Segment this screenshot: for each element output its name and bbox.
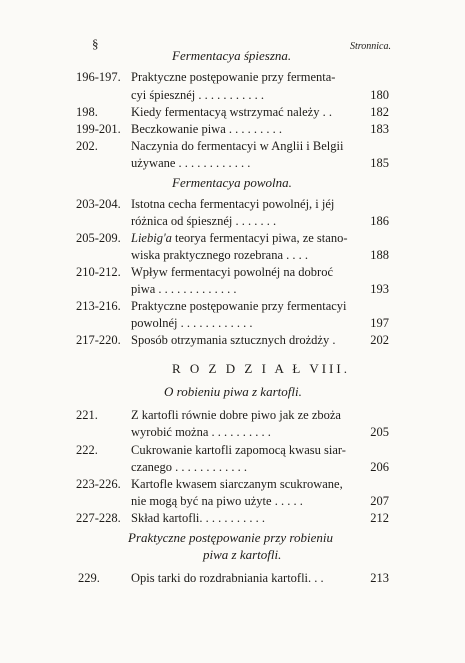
entry-text: Z kartofli równie dobre piwo jak ze zboża: [131, 408, 341, 422]
entry-text: Sposób otrzymania sztucznych drożdży .: [131, 333, 336, 347]
entry-page: 205: [370, 425, 389, 439]
entry-page: 185: [370, 156, 389, 170]
author-name: Liebig'a: [131, 231, 172, 245]
entry-page: 202: [370, 333, 389, 347]
entry-text: Opis tarki do rozdrabniania kartofli. . .: [131, 571, 324, 585]
entry-text: Naczynia do fermentacyi w Anglii i Belgii: [131, 139, 344, 153]
entry-page: 206: [370, 460, 389, 474]
entry-number: 222.: [76, 443, 98, 457]
entry-page: 183: [370, 122, 389, 136]
entry-text: Cukrowanie kartofli zapomocą kwasu siar-: [131, 443, 346, 457]
entry-page: 182: [370, 105, 389, 119]
entry-text: nie mogą być na piwo użyte . . . . .: [131, 494, 303, 508]
entry-text-rest: teorya fermentacyi piwa, ze stano-: [175, 231, 348, 245]
entry-text: wiska praktycznego rozebrana . . . .: [131, 248, 309, 262]
entry-text: Praktyczne postępowanie przy fermentacyi: [131, 299, 347, 313]
chapter-title: R O Z D Z I A Ł VIII.: [172, 361, 350, 376]
entry-page: 207: [370, 494, 389, 508]
entry-number: 217-220.: [76, 333, 121, 347]
entry-page: 180: [370, 88, 389, 102]
page-column-label: Stronnica.: [349, 41, 391, 52]
entry-text: czanego . . . . . . . . . . . .: [131, 460, 247, 474]
entry-page: 213: [370, 571, 389, 585]
entry-page: 193: [370, 282, 389, 296]
entry-number: 229.: [78, 571, 100, 585]
entry-number: 203-204.: [76, 197, 121, 211]
subsection-heading-cont: piwa z kartofli.: [203, 547, 282, 562]
section-mark: §: [92, 36, 99, 51]
entry-text: różnica od śpiesznéj . . . . . . .: [131, 214, 277, 228]
entry-number: 210-212.: [76, 265, 121, 279]
entry-text: powolnéj . . . . . . . . . . . .: [131, 316, 253, 330]
entry-text: Praktyczne postępowanie przy fermenta-: [131, 70, 336, 84]
entry-text: [131, 231, 363, 246]
entry-text: Wpływ fermentacyi powolnéj na dobroć: [131, 265, 334, 279]
entry-number: 205-209.: [76, 231, 121, 245]
entry-number: 223-226.: [76, 477, 121, 491]
entry-text: Kiedy fermentacyą wstrzymać należy . .: [131, 105, 332, 119]
entry-text: używane . . . . . . . . . . . .: [131, 156, 251, 170]
entry-number: 196-197.: [76, 70, 121, 84]
entry-number: 198.: [76, 105, 98, 119]
entry-text: cyi śpiesznéj . . . . . . . . . . .: [131, 88, 264, 102]
entry-text: Istotna cecha fermentacyi powolnéj, i jéj: [131, 197, 335, 211]
entry-number: 221.: [76, 408, 98, 422]
entry-text: wyrobić można . . . . . . . . . .: [131, 425, 271, 439]
chapter-subtitle: O robieniu piwa z kartofli.: [164, 384, 302, 399]
section-heading: Fermentacya powolna.: [172, 175, 292, 190]
entry-text: Kartofle kwasem siarczanym scukrowane,: [131, 477, 343, 491]
entry-number: 213-216.: [76, 299, 121, 313]
entry-page: 197: [370, 316, 389, 330]
entry-text: Skład kartofli. . . . . . . . . . .: [131, 511, 266, 525]
entry-number: 227-228.: [76, 511, 121, 525]
entry-number: 199-201.: [76, 122, 121, 136]
entry-page: 188: [370, 248, 389, 262]
entry-text: Beczkowanie piwa . . . . . . . . .: [131, 122, 283, 136]
entry-page: 212: [370, 511, 389, 525]
subsection-heading: Praktyczne postępowanie przy robieniu: [128, 530, 333, 545]
entry-text: piwa . . . . . . . . . . . . .: [131, 282, 237, 296]
section-heading: Fermentacya śpieszna.: [172, 48, 292, 63]
entry-number: 202.: [76, 139, 98, 153]
entry-page: 186: [370, 214, 389, 228]
